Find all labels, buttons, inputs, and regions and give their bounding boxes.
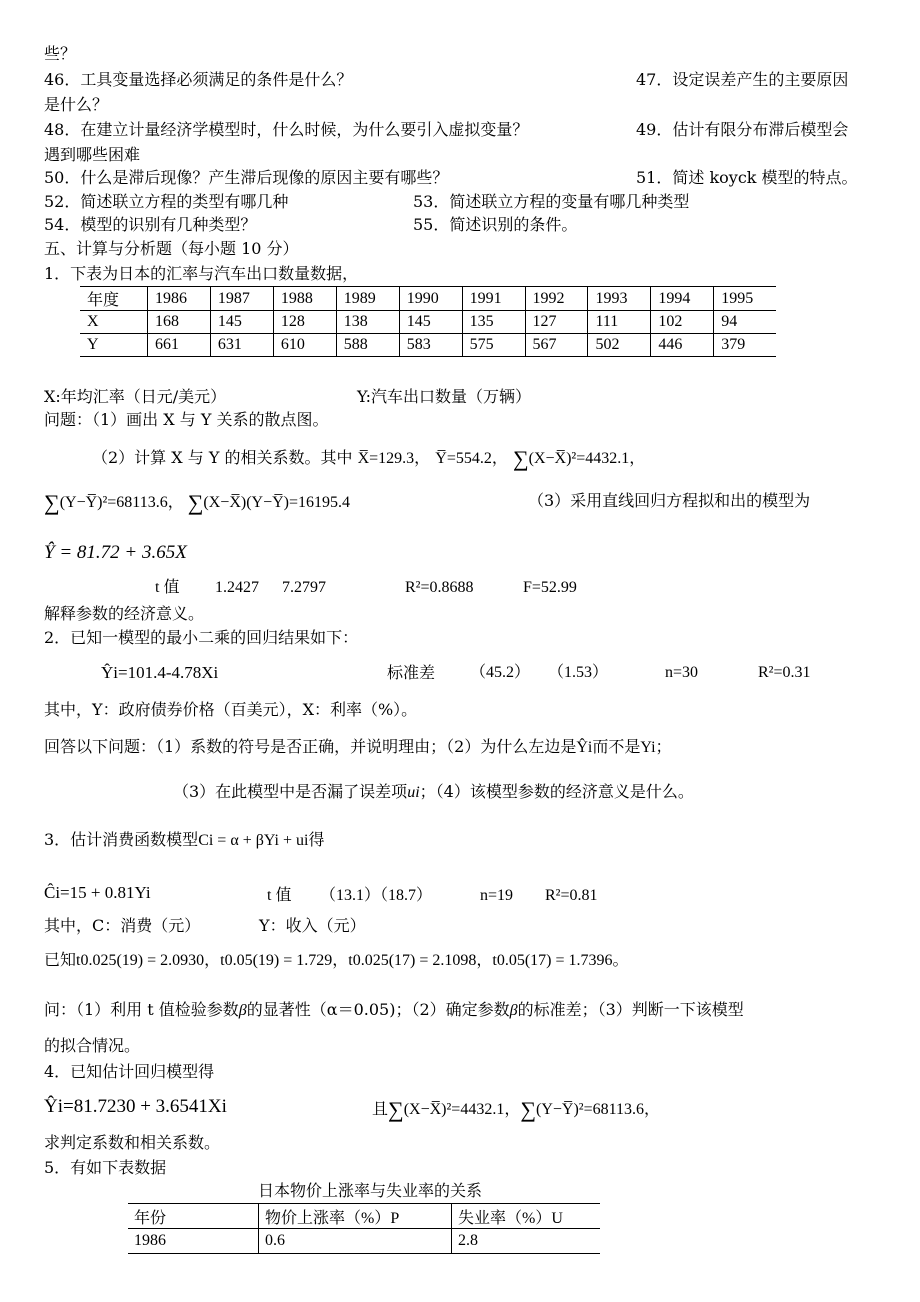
table-cell: 2.8: [452, 1229, 601, 1254]
text-span: 回答以下问题：（1）系数的符号是否正确，并说明理由；（2）为什么左边是: [44, 737, 577, 756]
table-cell: 588: [336, 334, 399, 357]
question-47: 47．设定误差产生的主要原因: [636, 70, 849, 89]
column-header: 物价上涨率（%）P: [259, 1204, 452, 1229]
sum-formulas: ∑(Y−Y̅)²=68113.6， ∑(X−X̅)(Y−Y̅)=16195.4: [44, 490, 351, 515]
table-cell: 111: [588, 311, 651, 334]
text-span: 的显著性（α＝0.05)；（2）确定参数: [246, 1000, 510, 1019]
problem-1-question-3: （3）采用直线回归方程拟和出的模型为: [528, 491, 811, 510]
problem-1-explain: 解释参数的经济意义。: [44, 604, 205, 623]
y-definition: Y:汽车出口数量（万辆）: [357, 387, 531, 406]
text-span: ；（4）该模型参数的经济意义是什么。: [419, 782, 694, 801]
table-cell: 575: [462, 334, 525, 357]
table-row: [80, 334, 776, 357]
table-cell: 1993: [588, 287, 651, 311]
text-span: 且: [372, 1099, 389, 1118]
table-cell: 567: [525, 334, 588, 357]
f-stat: F=52.99: [523, 579, 577, 596]
table-cell: 168: [148, 311, 211, 334]
t-value: 7.2797: [282, 579, 326, 596]
table-cell: 1991: [462, 287, 525, 311]
formula: (X−X̅)²=4432.1，: [403, 1101, 521, 1118]
text-line: 些？: [44, 44, 77, 63]
table-cell: 145: [399, 311, 462, 334]
formula: (X−X̅)(Y−Y̅)=16195.4: [203, 494, 351, 511]
question-55: 55．简述识别的条件。: [413, 215, 578, 234]
table-cell: 1986: [148, 287, 211, 311]
table-cell: 1995: [714, 287, 776, 311]
table-cell: 1994: [651, 287, 714, 311]
table-cell: 94: [714, 311, 776, 334]
question-50: 50．什么是滞后现像？产生滞后现像的原因主要有哪些？: [44, 168, 449, 187]
table-row: [128, 1229, 600, 1254]
table-header-row: [128, 1204, 600, 1229]
t-value-label: t 值: [267, 887, 292, 904]
problem-1: 1．下表为日本的汇率与汽车出口数量数据，: [44, 264, 359, 283]
problem-2-question-3: [173, 782, 694, 803]
formula: β: [238, 1002, 247, 1019]
problem-2-definition: 其中，Y：政府债券价格（百美元），X：利率（%）。: [44, 700, 418, 719]
t-value-label: t 值: [155, 579, 180, 596]
table-cell: 661: [148, 334, 211, 357]
table-cell: 446: [651, 334, 714, 357]
table-cell: Y: [80, 334, 148, 357]
table-row: [80, 287, 776, 311]
problem-2-question: [44, 737, 672, 758]
question-48: 48．在建立计量经济学模型时，什么时候，为什么要引入虚拟变量？: [44, 120, 529, 139]
table-cell: 128: [273, 311, 336, 334]
regression-equation: Ŷi=101.4-4.78Xi: [101, 663, 219, 682]
question-52: 52．简述联立方程的类型有哪几种: [44, 192, 289, 211]
sample-size: n=30: [665, 664, 699, 681]
problem-4: 4．已知估计回归模型得: [44, 1062, 215, 1081]
formula: Ŷi: [576, 739, 593, 756]
table-cell: 1990: [399, 287, 462, 311]
problem-3-definition: Y：收入（元）: [259, 916, 366, 935]
r-squared: R²=0.81: [545, 887, 598, 904]
critical-values: 已知t0.025(19) = 2.0930，t0.05(19) = 1.729，t0.025(17) = 2.1098，t0.05(17) = 1.7396。: [44, 952, 629, 969]
table-cell: 1987: [210, 287, 273, 311]
problem-3-definition: 其中，C：消费（元）: [44, 916, 201, 935]
text-span: ；: [655, 737, 672, 756]
table-title: 日本物价上涨率与失业率的关系: [258, 1181, 483, 1200]
inflation-unemployment-table: [128, 1203, 600, 1254]
table-cell: X: [80, 311, 148, 334]
text-span: 的标准差；（3）判断一下该模型: [517, 1000, 744, 1019]
table-cell: 583: [399, 334, 462, 357]
table-cell: 127: [525, 311, 588, 334]
text-span: （2）计算 X 与 Y 的相关系数。其中: [92, 448, 353, 467]
regression-equation: Ĉi=15 + 0.81Yi: [44, 883, 151, 902]
table-cell: 502: [588, 334, 651, 357]
problem-3-question: [44, 1000, 744, 1021]
formula: β: [509, 1002, 518, 1019]
problem-1-question-1: 问题：（1）画出 X 与 Y 关系的散点图。: [44, 410, 329, 429]
sum-formulas: 且∑(X−X̅)²=4432.1，∑(Y−Y̅)²=68113.6，: [372, 1097, 661, 1122]
formula: Y̅=554.2，: [435, 450, 508, 467]
regression-equation: Ŷi=81.7230 + 3.6541Xi: [44, 1096, 227, 1117]
formula: Yi: [640, 739, 656, 756]
problem-3-question: 的拟合情况。: [44, 1036, 141, 1055]
formula: Ci = α + βYi + ui: [198, 832, 309, 849]
formula: ∑(X−X̅)²=4432.1，: [512, 446, 646, 471]
table-cell: 0.6: [259, 1229, 452, 1254]
r-squared: R²=0.31: [758, 664, 811, 681]
t-value: （13.1）（18.7）: [320, 887, 433, 904]
column-header: 失业率（%）U: [452, 1204, 601, 1229]
table-cell: 1986: [128, 1229, 259, 1254]
problem-1-question-2: [92, 448, 645, 469]
std-error-label: 标准差: [387, 663, 436, 682]
r-squared: R²=0.8688: [405, 579, 474, 596]
exchange-rate-table: [80, 286, 776, 357]
table-row: [80, 311, 776, 334]
table-cell: 379: [714, 334, 776, 357]
problem-4-question: 求判定系数和相关系数。: [44, 1133, 221, 1152]
sample-size: n=19: [480, 887, 514, 904]
table-cell: 1988: [273, 287, 336, 311]
table-cell: 年度: [80, 287, 148, 311]
table-cell: 631: [210, 334, 273, 357]
table-cell: 138: [336, 311, 399, 334]
std-error: （1.53）: [548, 664, 609, 681]
problem-2: 2．已知一模型的最小二乘的回归结果如下：: [44, 628, 359, 647]
table-cell: 135: [462, 311, 525, 334]
text-line: 是什么？: [44, 95, 109, 114]
std-error: （45.2）: [470, 664, 531, 681]
formula: X̅=129.3，: [357, 450, 431, 467]
table-cell: 102: [651, 311, 714, 334]
formula: ui: [407, 784, 420, 801]
text-span: 3．估计消费函数模型: [44, 830, 199, 849]
text-span: 问：（1）利用 t 值检验参数: [44, 1000, 239, 1019]
formula: (Y−Y̅)²=68113.6，: [536, 1101, 661, 1118]
text-span: （3）在此模型中是否漏了误差项: [173, 782, 408, 801]
formula-body: (X−X̅)²=4432.1，: [528, 450, 646, 467]
table-cell: 145: [210, 311, 273, 334]
t-value: 1.2427: [215, 579, 259, 596]
formula: (Y−Y̅)²=68113.6，: [59, 494, 184, 511]
table-cell: 1989: [336, 287, 399, 311]
text-line: 遇到哪些困难: [44, 145, 141, 164]
table-cell: 610: [273, 334, 336, 357]
problem-5: 5．有如下表数据: [44, 1158, 167, 1177]
question-53: 53．简述联立方程的变量有哪几种类型: [413, 192, 690, 211]
question-49: 49．估计有限分布滞后模型会: [636, 120, 849, 139]
text-span: 而不是: [592, 737, 641, 756]
text-span: 得: [308, 830, 325, 849]
section-title: 五、计算与分析题（每小题 10 分）: [44, 239, 299, 258]
x-definition: X:年均汇率（日元/美元）: [44, 387, 227, 406]
question-54: 54．模型的识别有几种类型？: [44, 215, 257, 234]
question-46: 46．工具变量选择必须满足的条件是什么？: [44, 70, 353, 89]
table-cell: 1992: [525, 287, 588, 311]
question-51: 51．简述 koyck 模型的特点。: [636, 168, 858, 187]
problem-3: [44, 830, 324, 851]
regression-equation: Ŷ = 81.72 + 3.65X: [44, 542, 187, 563]
column-header: 年份: [128, 1204, 259, 1229]
